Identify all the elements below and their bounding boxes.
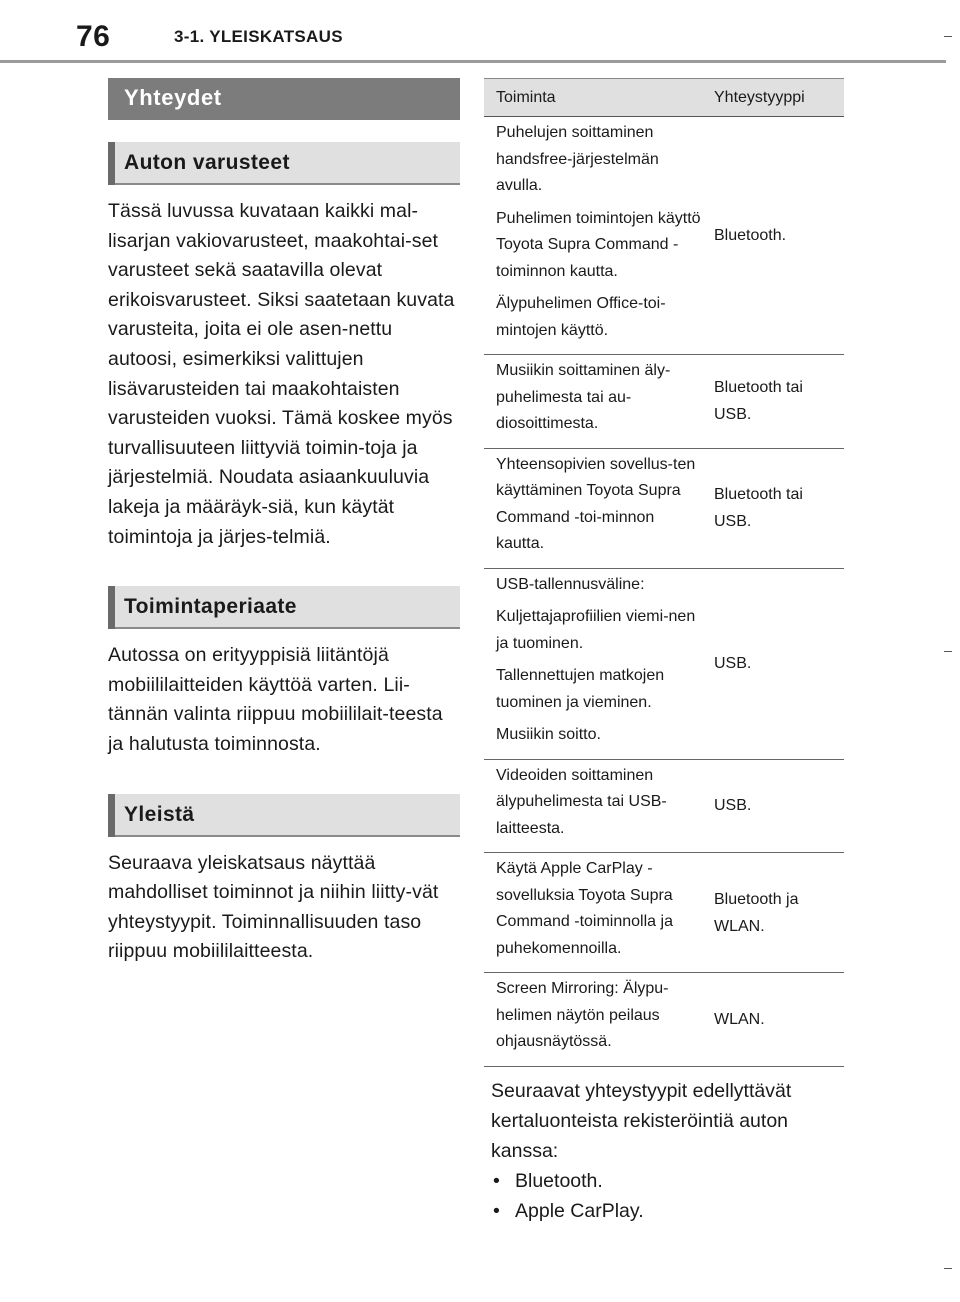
function-item: Yhteensopivien sovellus-ten käyttäminen Toyota Supra Command -toi-minnon kautta. — [496, 455, 696, 552]
table-row — [484, 759, 844, 853]
function-item: Puhelujen soittaminen handsfree-järjestelmän avulla. — [496, 124, 659, 194]
left-column — [108, 78, 460, 967]
function-item: Puhelimen toimintojen käyttö Toyota Supra Command -toiminnon kautta. — [496, 209, 701, 280]
function-cell — [484, 568, 702, 759]
function-item: Videoiden soittaminen älypuhelimesta tai USB-laitteesta. — [496, 766, 667, 837]
connection-cell: WLAN. — [702, 973, 844, 1067]
connection-cell: USB. — [702, 568, 844, 759]
function-item: USB-tallennusväline: — [496, 575, 645, 593]
function-item: Käytä Apple CarPlay -sovelluksia Toyota Supra Command -toiminnolla ja puhekomennoilla. — [496, 860, 673, 957]
table-row — [484, 448, 844, 568]
table-row — [484, 117, 844, 355]
chapter-title: 3-1. YLEISKATSAUS — [174, 27, 343, 46]
bullet-item: • Apple CarPlay. — [491, 1196, 851, 1226]
function-item: Älypuhelimen Office-toi-mintojen käyttö. — [496, 295, 666, 339]
registration-text: Seuraavat yhteystyypit edellyttävät kertaluonteista rekisteröintiä auton kanssa: — [491, 1080, 792, 1162]
general-text: Seuraava yleiskatsaus näyttää mahdolliset toiminnot ja niihin liitty-vät yhteystyypit. Toiminnallisuuden taso riippuu mobiililaitteesta. — [108, 851, 439, 963]
table-header: Toiminta — [484, 79, 702, 117]
section-heading-general: Yleistä — [108, 794, 460, 837]
function-cell — [484, 117, 702, 355]
function-cell — [484, 973, 702, 1067]
equipment-text: Tässä luvussa kuvataan kaikki mal-lisarjan vakiovarusteet, maakohtai-set varusteet sekä saatavilla olevat erikoisvarusteet. Siksi saatetaan kuvata varusteita, joita ei ole asen-nettu autoosi, esimerkiksi valittujen lisävarusteiden tai maakohtaisten varusteiden vuoksi. Tämä koskee myös turvallisuuteen liittyviä toimin-toja ja järjestelmiä. Noudata asiaankuuluvia lakeja ja määräyk-siä, kun käytät toimintoja ja järjes-telmiä. — [108, 200, 455, 548]
crop-mark — [944, 1268, 952, 1269]
connection-cell: Bluetooth ja WLAN. — [702, 853, 844, 973]
table-row — [484, 853, 844, 973]
function-item: Tallennettujen matkojen tuominen ja vieminen. — [496, 667, 665, 711]
bullet-item: • Bluetooth. — [491, 1166, 851, 1196]
crop-mark — [944, 651, 952, 652]
function-cell — [484, 448, 702, 568]
section-heading-principle: Toimintaperiaate — [108, 586, 460, 629]
table-row — [484, 568, 844, 759]
table-header: Yhteystyyppi — [702, 79, 844, 117]
connection-cell: Bluetooth tai USB. — [702, 448, 844, 568]
registration-note — [491, 1076, 851, 1226]
function-cell — [484, 853, 702, 973]
section-heading-equipment: Auton varusteet — [108, 142, 460, 185]
table-header-row — [484, 79, 844, 117]
table-row — [484, 973, 844, 1067]
function-cell — [484, 759, 702, 853]
principle-text: Autossa on erityyppisiä liitäntöjä mobiililaitteiden käyttöä varten. Lii-tännän valinta riippuu mobiililait-teesta ja halutusta toiminnosta. — [108, 644, 443, 755]
function-item: Musiikin soitto. — [496, 726, 601, 743]
function-item: Screen Mirroring: Älypu-helimen näytön peilaus ohjausnäytössä. — [496, 980, 669, 1050]
connection-cell: USB. — [702, 759, 844, 853]
function-cell — [484, 355, 702, 449]
main-heading: Yhteydet — [108, 78, 460, 120]
connection-cell: Bluetooth. — [702, 117, 844, 355]
function-item: Kuljettajaprofiilien viemi-nen ja tuominen. — [496, 608, 696, 652]
table-row — [484, 355, 844, 449]
connections-table — [484, 78, 844, 1067]
connection-cell: Bluetooth tai USB. — [702, 355, 844, 449]
function-item: Musiikin soittaminen äly-puhelimesta tai au-diosoittimesta. — [496, 362, 671, 432]
page-number: 76 — [76, 20, 111, 53]
crop-mark — [944, 36, 952, 37]
header-rule — [0, 60, 946, 63]
bullet-list — [491, 1166, 851, 1226]
